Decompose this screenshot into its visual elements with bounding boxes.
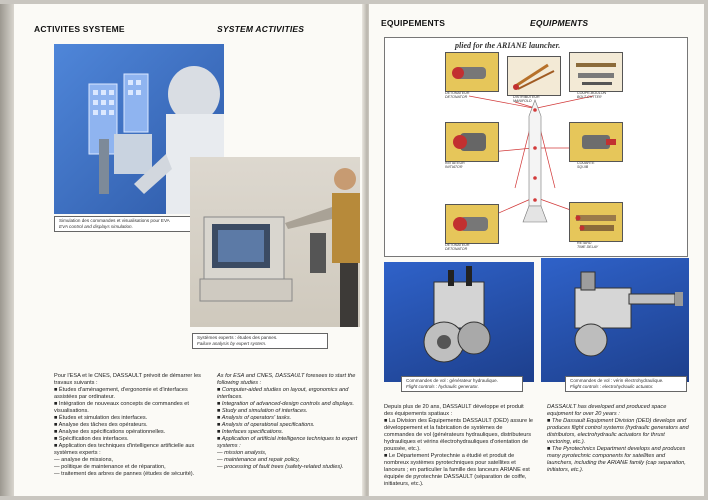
hydraulic-generator-photo — [384, 262, 534, 382]
label-fr: DISTRIBUTEUR — [513, 95, 540, 99]
body-text-fr — [54, 373, 211, 478]
label-bolt-cutter — [577, 91, 606, 99]
para: — analyse de missions, — [54, 457, 114, 463]
hydraulic-generator-illustration — [384, 262, 534, 382]
label-fr: INITIATEUR — [445, 161, 465, 165]
caption-hydraulic-generator — [401, 376, 523, 392]
thumb-squib — [569, 122, 623, 162]
label-en: MANIFOLD — [513, 99, 532, 104]
label-fr: DÉTONATEUR — [445, 243, 470, 247]
label-time-delay — [577, 241, 598, 249]
para: ■ Intégration de nouveaux concepts de commandes et visualisations. — [54, 401, 189, 414]
label-en: TIME DELAY — [577, 245, 599, 250]
ariane-pyrotechnics-diagram — [384, 37, 688, 257]
para: — processing of fault trees (safety-related studies). — [217, 464, 344, 470]
caption-eva-en: EVA control and displays simulation. — [59, 224, 133, 229]
para: ■ The Pyrotechnics Department develops and produces many pyrotechnic components for satellites and launchers, including the ARIANE family (cap separation, initiators, etc.). — [547, 446, 686, 473]
para: ■ Analysis of operators' tasks. — [217, 415, 292, 421]
para: ■ Integration of advanced-design controls and displays. — [217, 401, 355, 407]
para: Depuis plus de 20 ans, DASSAULT développe et produit des équipements spatiaux : — [384, 404, 524, 417]
right-body-text-fr — [384, 404, 534, 488]
left-title-fr: ACTIVITES SYSTEME — [34, 24, 125, 34]
para: — mission analysis, — [217, 450, 267, 456]
rocket-outline — [523, 100, 547, 222]
thumb-initiator — [445, 122, 499, 162]
left-binding-edge — [0, 4, 14, 496]
para: ■ Le Département Pyrotechnie a étudié et produit de nombreux systèmes pyrotechniques pour satellites et lanceurs ; en particulier la famille des lanceurs ARIANE est équipée de pyrotechnie DASSAULT (séparation de coiffe, initiateurs, etc.). — [384, 453, 530, 487]
para: ■ Spécification des interfaces. — [54, 436, 129, 442]
para: As for ESA and CNES, DASSAULT foresees to start the following studies : — [217, 373, 356, 386]
label-fr: COUPE-BOULON — [577, 91, 607, 95]
para: ■ Analyse des tâches des opérateurs. — [54, 422, 148, 428]
label-detonator-1 — [445, 91, 469, 99]
para: ■ Study and simulation of interfaces. — [217, 408, 308, 414]
thumb-detonator-1 — [445, 52, 499, 92]
para: ■ Interfaces specifications. — [217, 429, 284, 435]
para: Pour l'ESA et le CNES, DASSAULT prévoit de démarrer les travaux suivants : — [54, 373, 201, 386]
workstation-photo — [190, 157, 360, 327]
para: ■ Application des techniques d'intelligence artificielle aux systèmes experts : — [54, 443, 195, 456]
label-fr: DÉTONATEUR — [445, 91, 470, 95]
electrohydraulic-actuator-photo — [541, 258, 689, 382]
caption-expert — [192, 333, 328, 349]
workstation-illustration — [190, 157, 360, 327]
para: ■ The Dassault Equipment Division (DED) develops and produces flight control systems (hydraulic generators and distributors, electrohydraulic actuators for thrust vectoring, etc.). — [547, 418, 689, 445]
label-en: DETONATOR — [445, 247, 468, 252]
body-text-en — [217, 373, 362, 471]
label-en: DETONATOR — [445, 95, 468, 100]
label-en: INITIATOR — [445, 165, 463, 170]
right-body-text-en — [547, 404, 689, 474]
thumb-time-delay — [569, 202, 623, 242]
caption-eva-fr: Simulation des commandes et visualisations pour EVA — [59, 218, 170, 223]
caption-actuator — [565, 376, 687, 392]
para: — politique de maintenance et de réparation, — [54, 464, 166, 470]
caption-actuator-fr: Commandes de vol : vérin électrohydraulique. — [570, 378, 664, 383]
para: — maintenance and repair policy, — [217, 457, 300, 463]
para: ■ La Division des Équipements DASSAULT (DED) assure le développement et la fabrication de systèmes de commandes de vol (générateurs hydrauliques, distributeurs hydrauliques et vérins électrohydrauliques d'orientation de poussée, etc.). — [384, 418, 533, 452]
para: ■ Application of artificial intelligence techniques to expert systems : — [217, 436, 358, 449]
para: ■ Études et simulation des interfaces. — [54, 415, 148, 421]
caption-expert-en: Failure analysis by expert system. — [197, 341, 267, 346]
label-squib — [577, 161, 595, 169]
thumb-bolt-cutter — [569, 52, 623, 92]
label-fr: RETARD — [577, 241, 592, 245]
label-manifold — [513, 95, 540, 103]
right-title-fr: EQUIPEMENTS — [381, 18, 446, 28]
thumb-manifold — [507, 56, 561, 96]
caption-generator-en: Flight controls : hydraulic generator. — [406, 384, 479, 389]
para: DASSAULT has developed and produced space equipment for over 20 years : — [547, 404, 667, 417]
para: ■ Analysis of operational specifications. — [217, 422, 315, 428]
left-page — [14, 4, 367, 496]
right-page — [369, 4, 704, 496]
para: ■ Études d'aménagement, d'ergonomie et d'interfaces assistées par ordinateur. — [54, 387, 188, 400]
label-detonator-2 — [445, 243, 469, 251]
actuator-illustration — [541, 258, 689, 382]
label-en: BOLT-CUTTER — [577, 95, 602, 100]
para: — traitement des arbres de pannes (études de sécurité). — [54, 471, 195, 477]
label-fr: COUARTE — [577, 161, 595, 165]
right-title-en: EQUIPMENTS — [530, 18, 589, 28]
caption-actuator-en: Flight controls : electrohydraulic actuator. — [570, 384, 654, 389]
diagram-subtitle: plied for the ARIANE launcher. — [455, 41, 561, 50]
caption-expert-fr: Systèmes experts : études des pannes. — [197, 335, 278, 340]
caption-generator-fr: Commandes de vol : générateur hydraulique. — [406, 378, 498, 383]
para: ■ Computer-aided studies on layout, ergonomics and interfaces. — [217, 387, 349, 400]
label-en: SQUIB — [577, 165, 589, 170]
para: ■ Analyse des spécifications opérationnelles. — [54, 429, 166, 435]
thumb-detonator-2 — [445, 204, 499, 244]
left-title-en: SYSTEM ACTIVITIES — [217, 24, 305, 34]
label-initiator — [445, 161, 465, 169]
